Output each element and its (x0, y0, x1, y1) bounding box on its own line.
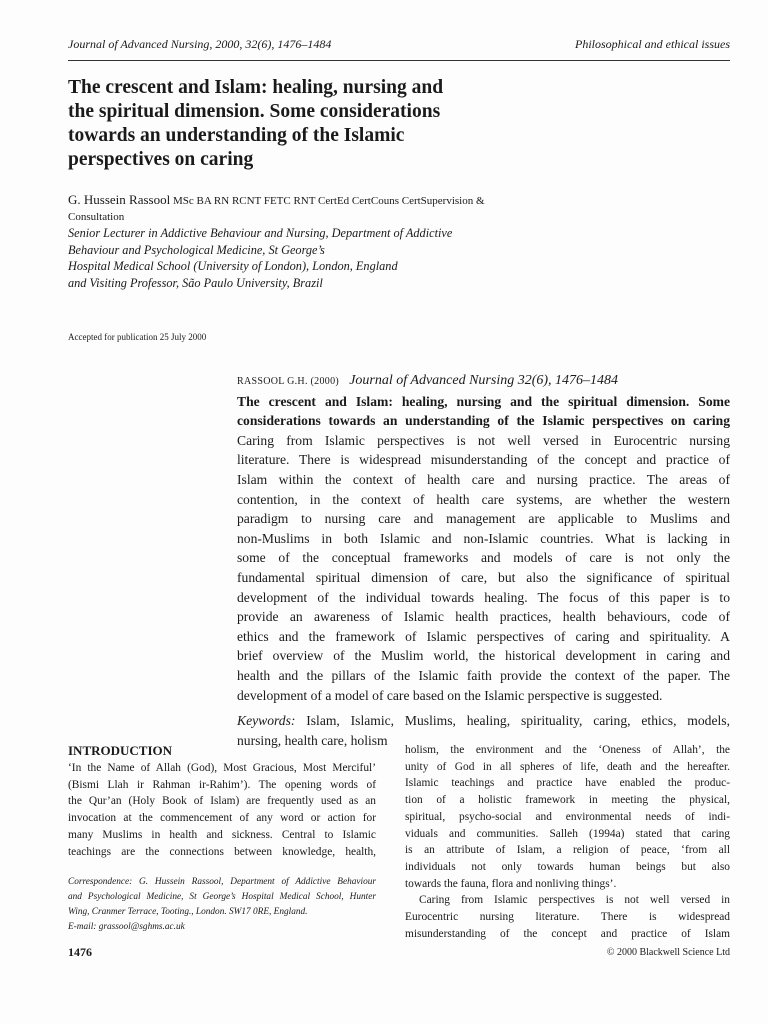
correspondence-line: Wing, Cranmer Terrace, Tooting., London. SW17 0RE, England. (68, 907, 308, 917)
text-line: Caring from Islamic perspectives is not well versed in (419, 894, 730, 907)
abstract-line: health and the pillars of the Islamic faith provide the context of the paper. The (237, 667, 730, 683)
author-quals: MSc BA RN RCNT FETC RNT CertEd CertCouns CertSupervision & (172, 195, 485, 207)
text-line: unity of God in all spheres of life, death and the hereafter. (405, 760, 730, 773)
affiliation-line: Behaviour and Psychological Medicine, St George’s (68, 242, 325, 257)
text-line: viduals and communities. Salleh (1994a) stated that caring (405, 827, 730, 840)
abstract-line: non-Muslims in both Islamic and non-Islamic countries. What is lacking in (237, 530, 730, 546)
correspondence-line: and Psychological Medicine, St George’s Hospital Medical School, Hunter (68, 892, 376, 902)
affiliation-line: and Visiting Professor, São Paulo University, Brazil (68, 275, 323, 290)
section-heading: INTRODUCTION (68, 743, 173, 758)
text-line: invocation at the commencement of any word or action for (68, 812, 376, 825)
right-column (405, 742, 730, 942)
header-rule (68, 60, 730, 61)
abstract-line: paradigm to nursing care and management are applicable to Muslims and (237, 511, 730, 527)
text-line: spiritual, psycho-social and environmental needs of indi- (405, 810, 730, 823)
accepted-date: Accepted for publication 25 July 2000 (68, 332, 207, 342)
correspondence-line: Correspondence: G. Hussein Rassool, Department of Addictive Behaviour (68, 877, 376, 887)
citation-author: RASSOOL G.H. (2000) (237, 376, 339, 387)
text-line: towards the fauna, flora and nonliving things’. (405, 877, 617, 890)
text-line: teachings are the connections between knowledge, health, (68, 845, 376, 858)
article-title (68, 76, 538, 172)
page-number: 1476 (68, 945, 92, 959)
text-line: the Qur’an (Holy Book of Islam) are frequently used as an (68, 795, 376, 808)
abstract-line: contention, in the context of health care systems, are whether the western (237, 491, 730, 507)
text-line: is an attribute of Islam, a religion of peace, ‘from all (405, 844, 730, 857)
keywords-label: Keywords: (237, 713, 296, 729)
left-column (68, 760, 376, 860)
text-line: tion of a holistic framework in meeting the physical, (405, 794, 730, 807)
text-line: holism, the environment and the ‘Oneness of Allah’, the (405, 744, 730, 756)
correspondence-line: E-mail: grassool@sghms.ac.uk (68, 922, 185, 932)
abstract-title-line: The crescent and Islam: healing, nursing and the spiritual dimension. Some (237, 393, 730, 409)
text-line: many Muslims in health and sickness. Central to Islamic (68, 828, 376, 841)
title-line: towards an understanding of the Islamic (68, 125, 405, 146)
author-block (68, 192, 548, 291)
text-line: Eurocentric nursing literature. There is widespread (405, 911, 730, 924)
abstract-line: Islam within the context of health care and nursing practice. The areas of (237, 471, 730, 487)
abstract-line: fundamental spiritual dimension of care, but also the significance of spiritual (237, 569, 730, 585)
citation-journal: Journal of Advanced Nursing 32(6), 1476–1484 (349, 373, 619, 388)
abstract-line: literature. There is widespread misunderstanding of the concept and practice of (237, 452, 730, 468)
abstract-line: development of the individual towards healing. The focus of this paper is to (237, 589, 730, 605)
correspondence-note (68, 875, 376, 935)
abstract-line: ethics and the framework of Islamic perspectives of caring and spirituality. A (237, 628, 730, 644)
keywords-line: Islam, Islamic, Muslims, healing, spirituality, caring, ethics, models, (306, 713, 730, 729)
text-line: Islamic teachings and practice have enabled the produc- (405, 777, 730, 790)
abstract-line: development of a model of care based on the Islamic perspective is suggested. (237, 687, 663, 703)
author-name: G. Hussein Rassool (68, 192, 171, 207)
abstract (237, 370, 730, 750)
abstract-title-line: considerations towards an understanding of the Islamic perspectives on caring (237, 413, 730, 429)
text-line: individuals not only towards human beings but also (405, 860, 730, 873)
abstract-line: some of the conceptual frameworks and models of care is not only the (237, 550, 730, 566)
text-line: (Bismi Llah ir Rahman ir-Rahim’). The opening words of (68, 778, 376, 791)
section-header: Philosophical and ethical issues (575, 37, 730, 51)
title-line: The crescent and Islam: healing, nursing and (68, 77, 444, 98)
journal-header: Journal of Advanced Nursing, 2000, 32(6), 1476–1484 (68, 37, 332, 51)
abstract-line: provide an awareness of Islamic health practices, health behaviours, code of (237, 609, 730, 625)
text-line: misunderstanding of the concept and practice of Islam (405, 927, 730, 940)
affiliation-line: Senior Lecturer in Addictive Behaviour and Nursing, Department of Addictive (68, 226, 453, 240)
abstract-line: brief overview of the Muslim world, the historical development in caring and (237, 648, 730, 664)
keywords-line: nursing, health care, holism (237, 732, 388, 748)
author-quals-2: Consultation (68, 211, 125, 223)
copyright: © 2000 Blackwell Science Ltd (606, 947, 730, 958)
abstract-line: Caring from Islamic perspectives is not well versed in Eurocentric nursing (237, 432, 730, 448)
text-line: ‘In the Name of Allah (God), Most Gracious, Most Merciful’ (68, 762, 376, 774)
title-line: perspectives on caring (68, 149, 254, 170)
title-line: the spiritual dimension. Some considerations (68, 101, 441, 122)
affiliation-line: Hospital Medical School (University of London), London, England (68, 259, 398, 273)
